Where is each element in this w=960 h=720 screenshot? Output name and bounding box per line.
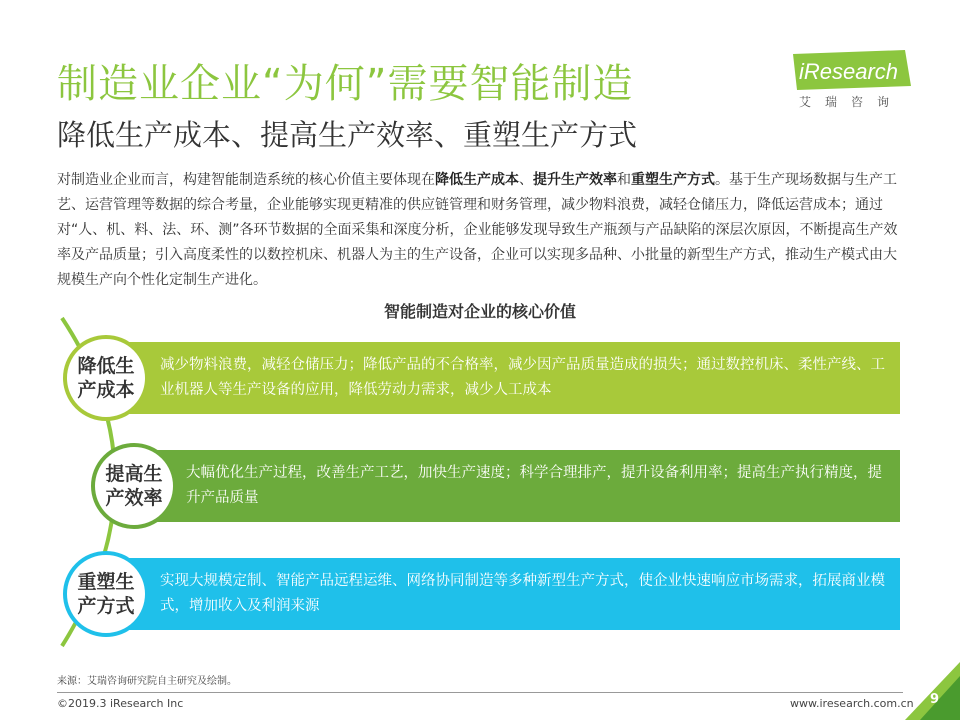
intro-sep-3: 。 <box>715 172 729 188</box>
value-circle-efficiency-line1: 提高生 <box>105 463 163 485</box>
value-band-cost-text: 减少物料浪费，减轻仓储压力；降低产品的不合格率，减少因产品质量造成的损失；通过数控机床、柔性产线、工业机器人等生产设备的应用，降低劳动力需求，减少人工成本 <box>160 357 885 398</box>
value-circle-cost-line2: 产成本 <box>77 379 135 401</box>
intro-bold-reshape: 重塑生产方式 <box>631 172 715 188</box>
intro-bold-cost: 降低生产成本 <box>435 172 519 188</box>
value-circle-reshape-line1: 重塑生 <box>77 571 135 593</box>
intro-sep-1: 、 <box>519 172 533 188</box>
value-circle-reshape-line2: 产方式 <box>77 595 135 617</box>
value-band-reshape-text: 实现大规模定制、智能产品远程运维、网络协同制造等多种新型生产方式，使企业快速响应市场需求，拓展商业模式，增加收入及利润来源 <box>160 573 885 614</box>
intro-sep-2: 和 <box>617 172 631 188</box>
page-number: 9 <box>930 692 940 707</box>
source-note: 来源：艾瑞咨询研究院自主研究及绘制。 <box>57 676 237 687</box>
page-subtitle: 降低生产成本、提高生产效率、重塑生产方式 <box>57 118 638 152</box>
value-circle-cost-line1: 降低生 <box>77 355 135 377</box>
diagram-title: 智能制造对企业的核心价值 <box>383 302 576 321</box>
intro-bold-efficiency: 提升生产效率 <box>533 172 617 188</box>
logo-brand-cn: 艾瑞咨询 <box>799 95 904 109</box>
footer-url-link[interactable]: www.iresearch.com.cn <box>790 697 914 710</box>
value-band-efficiency-text: 大幅优化生产过程，改善生产工艺，加快生产速度；科学合理排产，提升设备利用率；提高生产执行精度，提升产品质量 <box>186 465 882 506</box>
value-circle-efficiency-line2: 产效率 <box>105 487 163 509</box>
intro-text-2: 基于生产现场数据与生产工艺、运营管理等数据的综合考量，企业能够实现更精准的供应链管理和财务管理，减少物料浪费，减轻仓储压力，降低运营成本；通过对“人、机、料、法、环、测”各环节数据的全面采集和深度分析，企业能够发现导致生产瓶颈与产品缺陷的深层次原因，不断提高生产效率及产品质量；引入高度柔性的以数控机床、机器人为主的生产设备，企业可以实现多品种、小批量的新型生产方式，推动生产模式由大规模生产向个性化定制生产进化。 <box>57 172 898 288</box>
intro-text-1: 对制造业企业而言，构建智能制造系统的核心价值主要体现在 <box>57 172 435 188</box>
logo-brand-text: iResearch <box>799 59 899 84</box>
page-title: 制造业企业“为何”需要智能制造 <box>57 61 634 107</box>
copyright-text: ©2019.3 iResearch Inc <box>57 697 184 710</box>
